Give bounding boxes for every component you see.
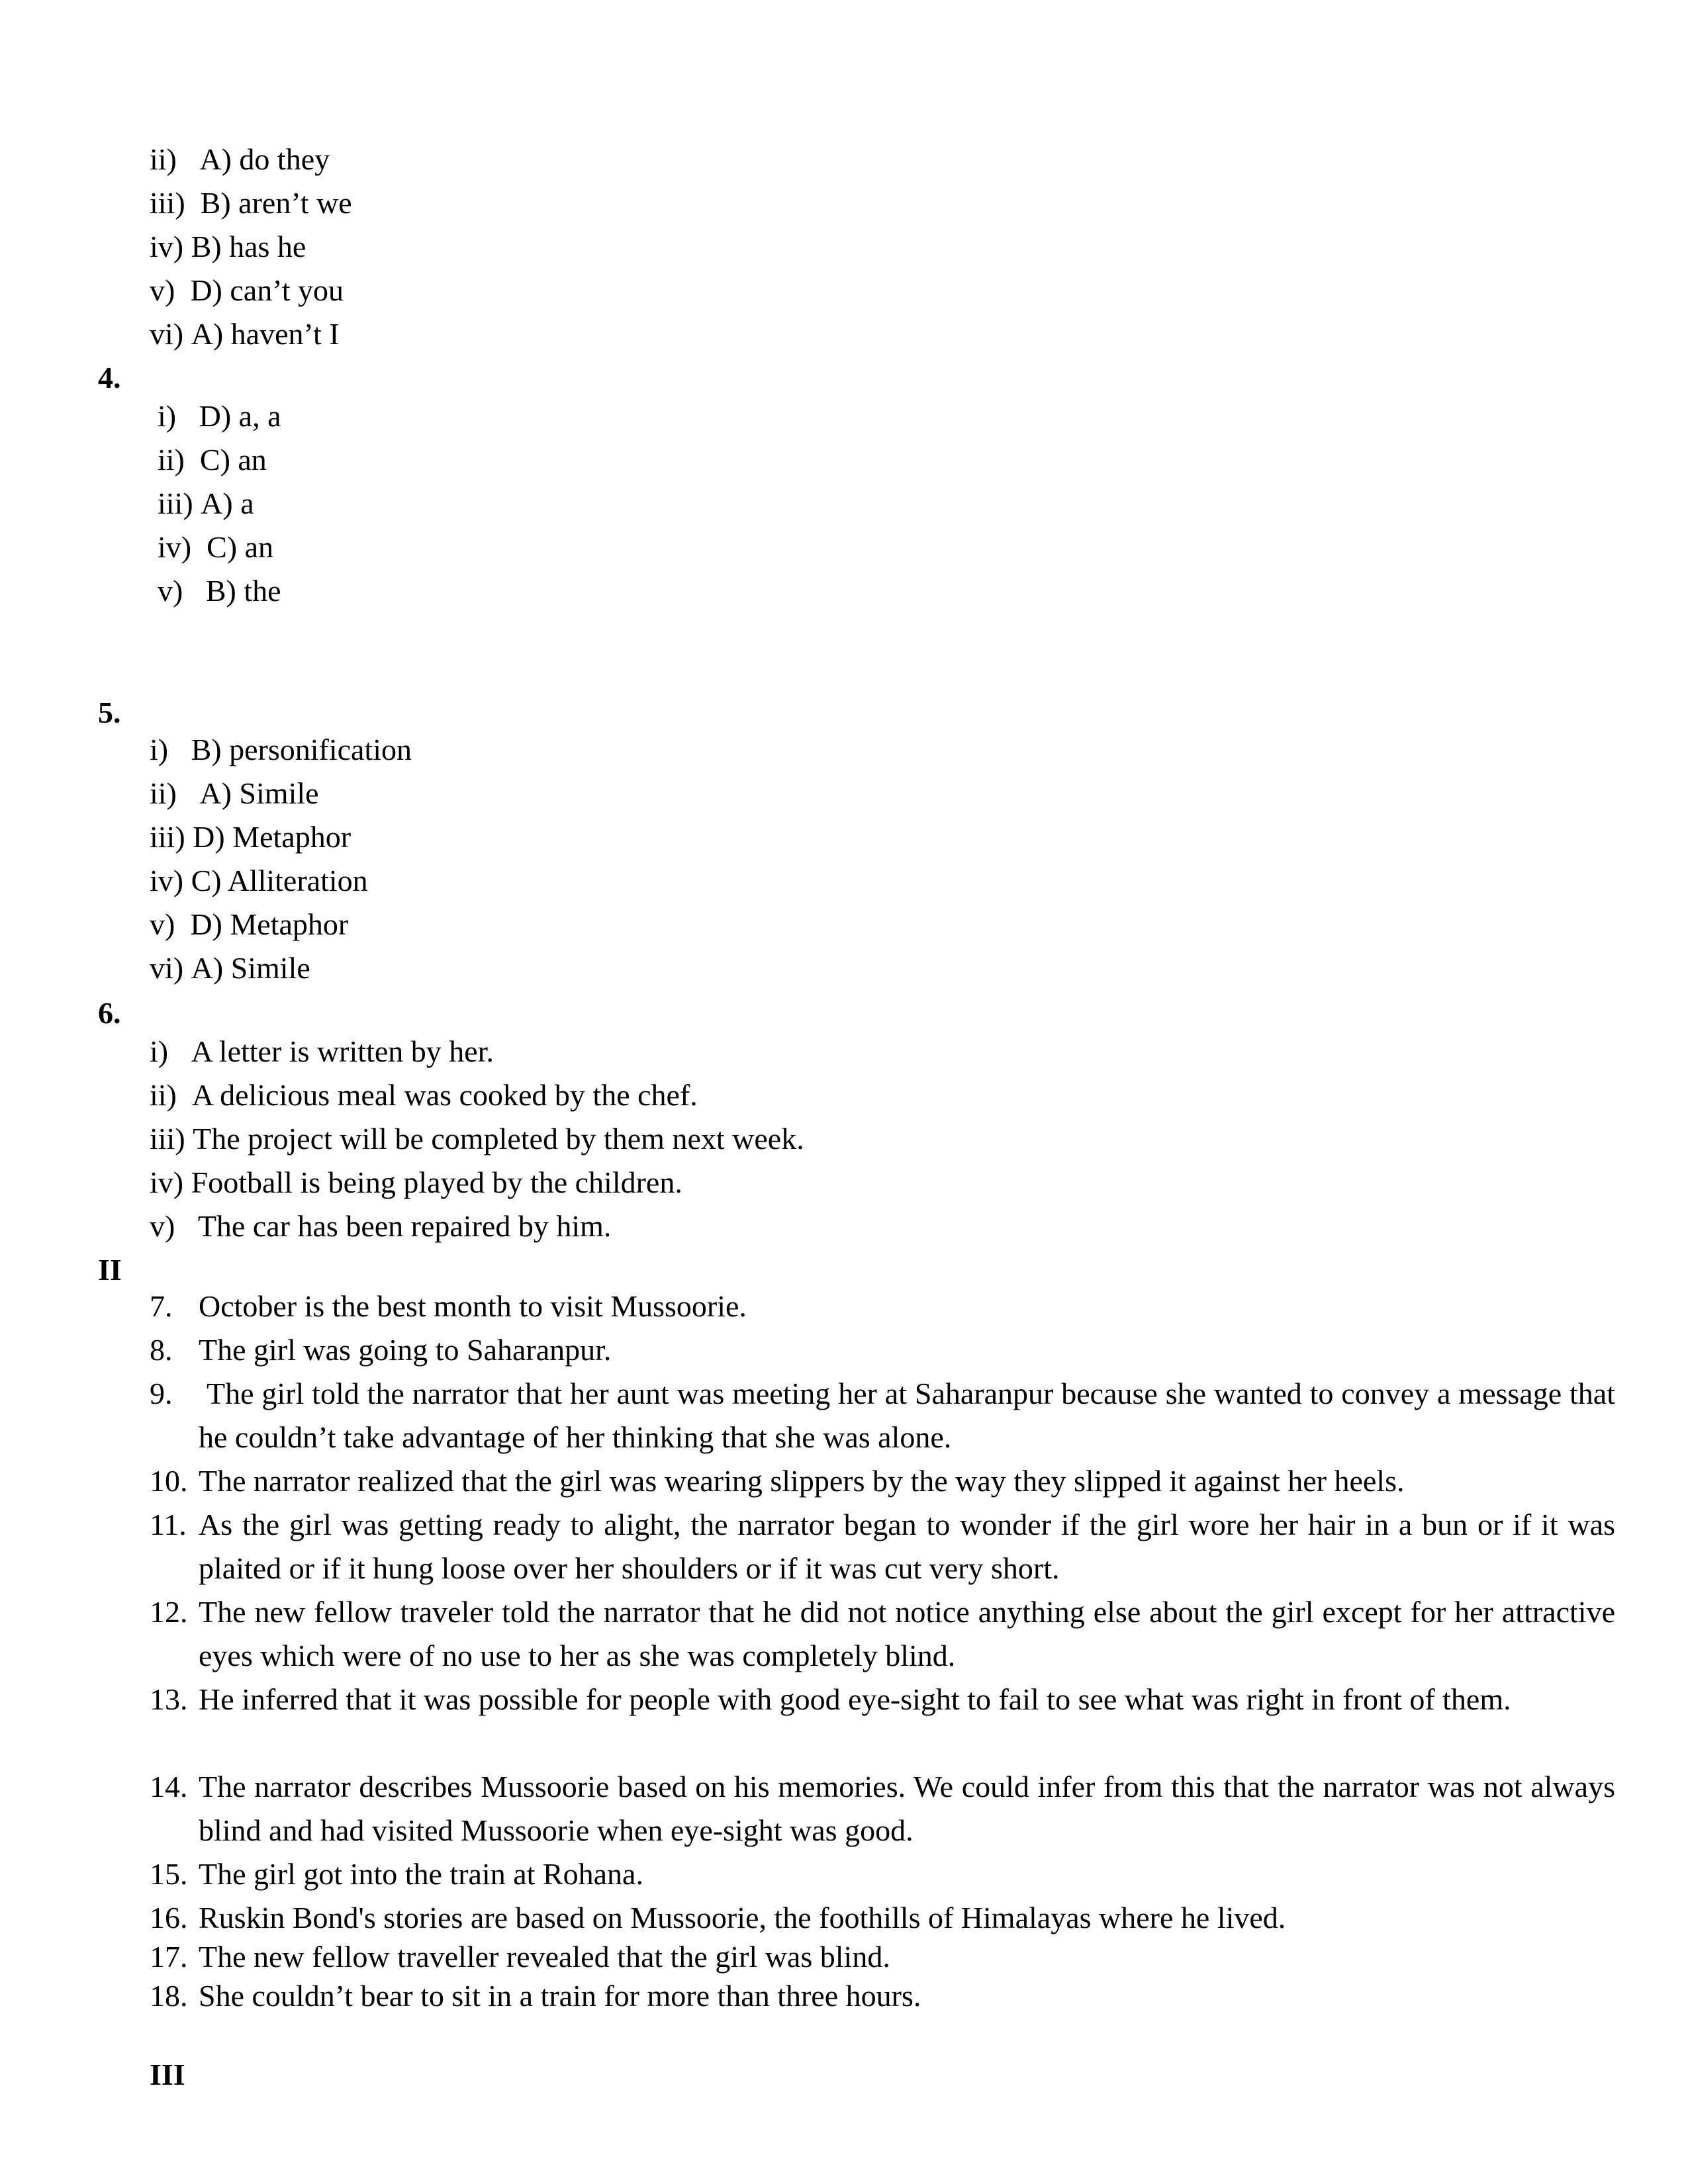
list-item: vi) A) Simile bbox=[150, 951, 310, 985]
list-item: iv) Football is being played by the children. bbox=[150, 1165, 682, 1199]
list-item: iv) B) has he bbox=[150, 230, 306, 263]
list-item: iv) C) an bbox=[158, 530, 274, 564]
list-item: iii) B) aren’t we bbox=[150, 186, 352, 220]
list-item: i) B) personification bbox=[150, 733, 412, 766]
list-item: 16. Ruskin Bond's stories are based on Mussoorie, the foothills of Himalayas where he lived. bbox=[150, 1901, 1286, 1934]
list-item: 13. He inferred that it was possible for people with good eye-sight to fail to see what was right in front of them. bbox=[150, 1682, 1511, 1716]
list-item: v) B) the bbox=[158, 574, 281, 608]
list-item: 10. The narrator realized that the girl was wearing slippers by the way they slipped it against her heels. bbox=[150, 1464, 1405, 1498]
list-item: 8. The girl was going to Saharanpur. bbox=[150, 1333, 612, 1367]
list-item: iii) A) a bbox=[158, 486, 254, 520]
list-item: vi) A) haven’t I bbox=[150, 317, 340, 351]
list-item: 17. The new fellow traveller revealed that the girl was blind. bbox=[150, 1940, 890, 1974]
list-item: i) D) a, a bbox=[158, 399, 281, 433]
list-item: ii) A) do they bbox=[150, 142, 330, 176]
list-item: v) D) Metaphor bbox=[150, 907, 349, 941]
section-heading-2: II bbox=[98, 1253, 122, 1287]
list-item: 9. The girl told the narrator that her aunt was meeting her at Saharanpur because she wanted to convey a message that he couldn’t take advantage of her thinking that she was alone. bbox=[150, 1377, 1615, 1454]
question-number-4: 4. bbox=[98, 361, 121, 394]
list-item: v) D) can’t you bbox=[150, 273, 344, 307]
list-item: 15. The girl got into the train at Rohana. bbox=[150, 1857, 643, 1891]
list-item: 18. She couldn’t bear to sit in a train for more than three hours. bbox=[150, 1979, 921, 2013]
list-item: 11. As the girl was getting ready to alight, the narrator began to wonder if the girl wore her hair in a bun or if it was plaited or if it hung loose over her shoulders or if it was cut very short. bbox=[150, 1508, 1615, 1585]
list-item: v) The car has been repaired by him. bbox=[150, 1209, 612, 1243]
section-heading-3: III bbox=[150, 2058, 185, 2091]
question-number-6: 6. bbox=[98, 996, 121, 1030]
list-item: ii) A delicious meal was cooked by the chef. bbox=[150, 1078, 698, 1112]
list-item: i) A letter is written by her. bbox=[150, 1034, 494, 1068]
list-item: 12. The new fellow traveler told the narrator that he did not notice anything else about the girl except for her attractive eyes which were of no use to her as she was completely blind. bbox=[150, 1595, 1615, 1672]
list-item: iii) The project will be completed by them next week. bbox=[150, 1122, 804, 1156]
list-item: iii) D) Metaphor bbox=[150, 820, 352, 854]
list-item: 14. The narrator describes Mussoorie based on his memories. We could infer from this that the narrator was not always blind and had visited Mussoorie when eye-sight was good. bbox=[150, 1770, 1615, 1847]
list-item: iv) C) Alliteration bbox=[150, 864, 368, 897]
list-item: ii) A) Simile bbox=[150, 776, 319, 810]
list-item: 7. October is the best month to visit Mussoorie. bbox=[150, 1289, 747, 1323]
question-number-5: 5. bbox=[98, 696, 121, 729]
list-item: ii) C) an bbox=[158, 443, 267, 477]
